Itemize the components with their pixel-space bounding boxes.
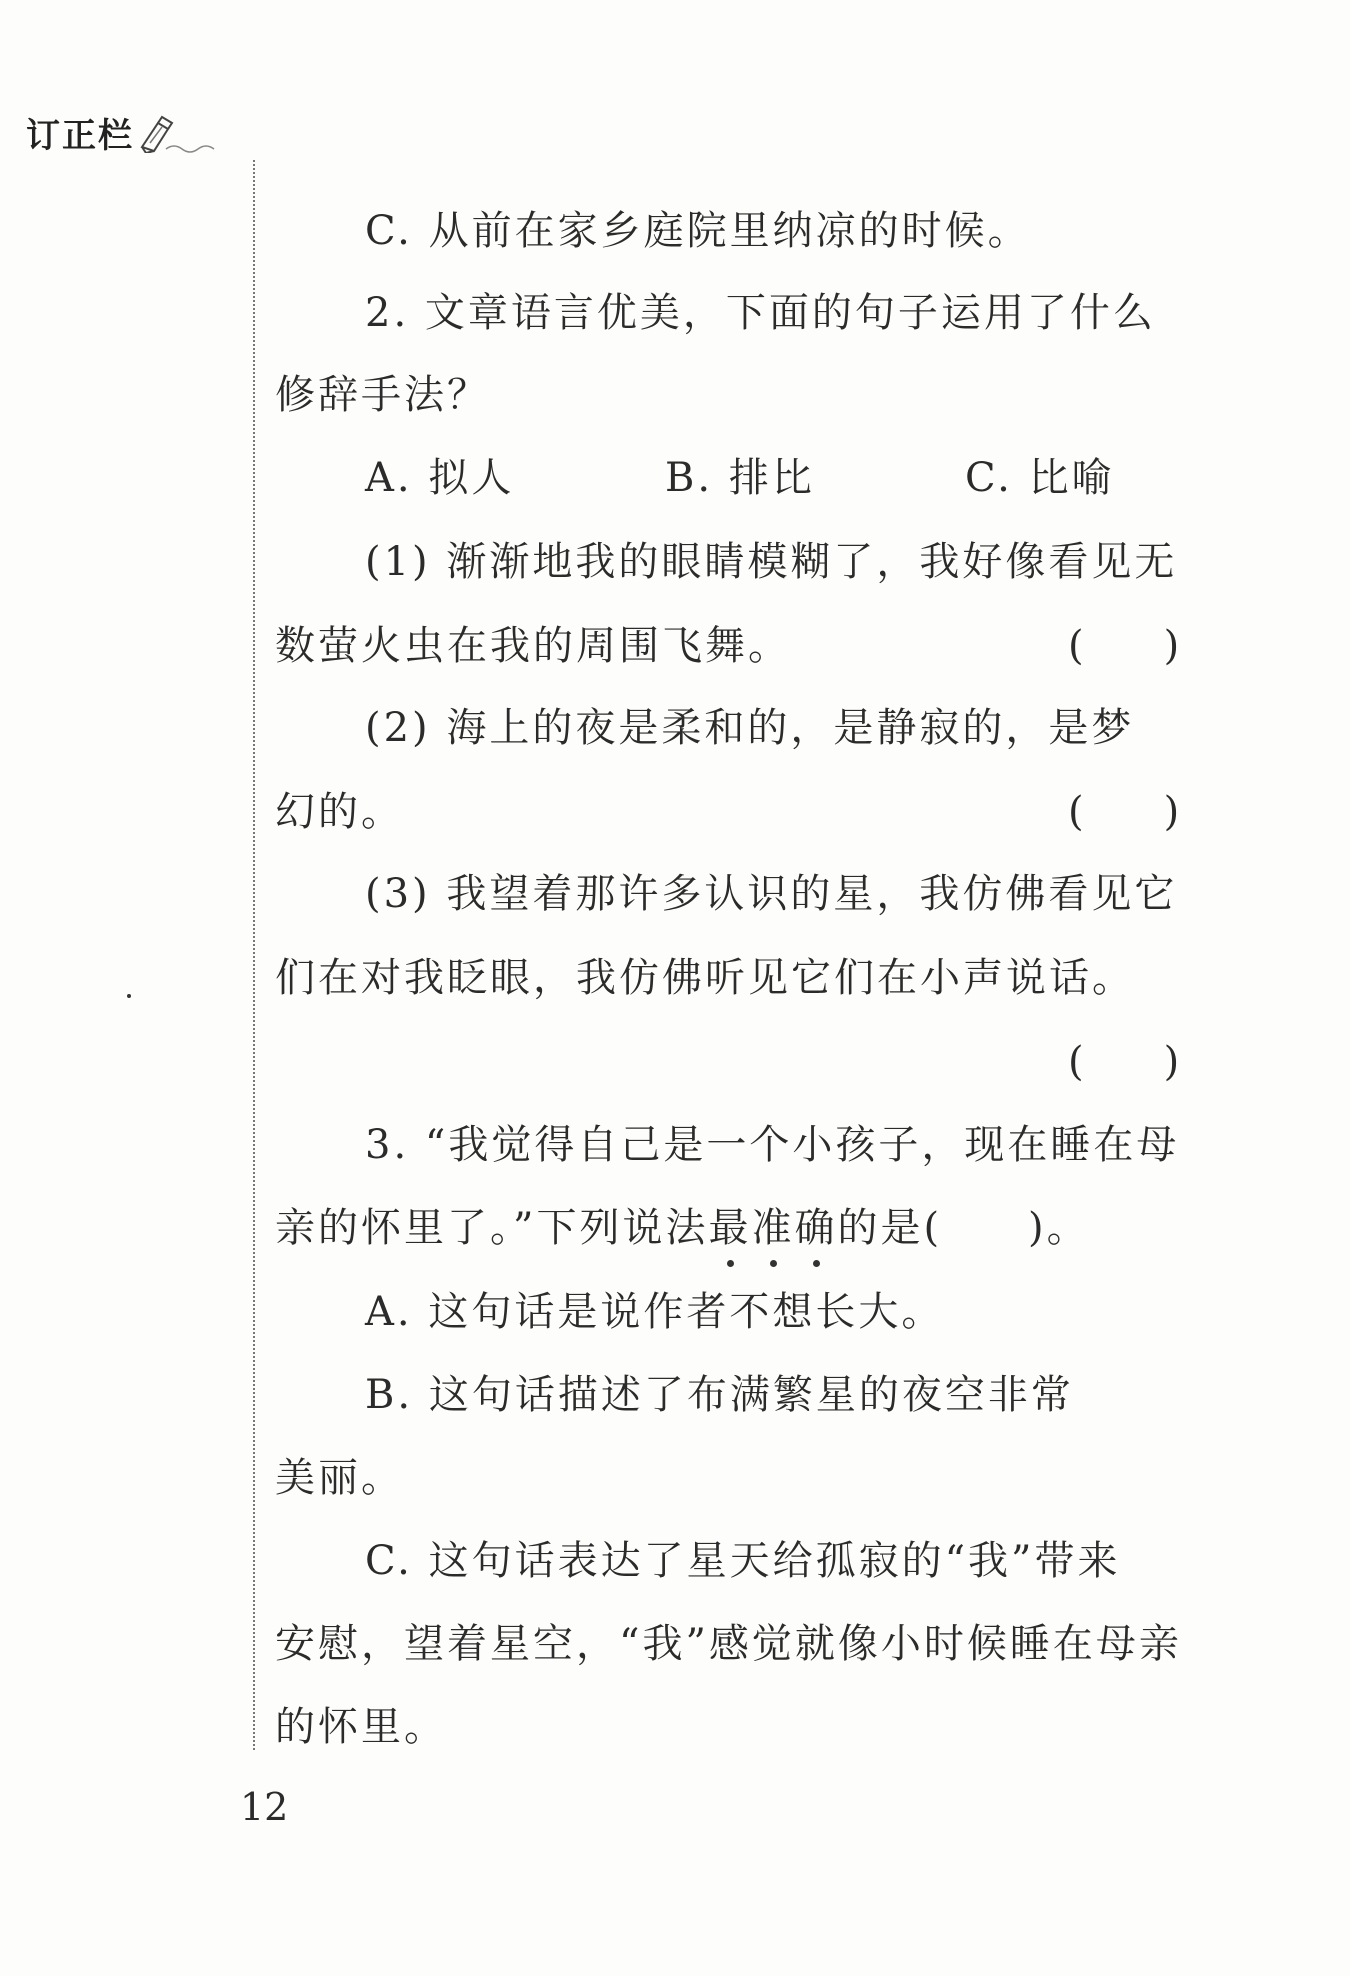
option-b-parallelism: B. 排比 — [665, 455, 815, 501]
sentence-2: (2) 海上的夜是柔和的，是静寂的，是梦 — [365, 705, 1135, 751]
option-c-metaphor: C. 比喻 — [965, 455, 1115, 501]
question-2-stem-cont: 修辞手法？ — [275, 372, 490, 418]
margin-dot — [127, 994, 131, 998]
question-3-option-b: B. 这句话描述了布满繁星的夜空非常 — [365, 1372, 1074, 1418]
answer-blank-2[interactable]: ( ) — [1068, 789, 1180, 835]
question-3-blank[interactable]: 的是( )。 — [837, 1205, 1090, 1251]
sentence-1: (1) 渐渐地我的眼睛模糊了，我好像看见无 — [365, 539, 1178, 585]
question-3-option-c-end: 的怀里。 — [275, 1704, 447, 1750]
correction-column-title: 订正栏 — [26, 116, 134, 156]
question-3-option-b-cont: 美丽。 — [275, 1455, 404, 1501]
margin-divider — [253, 160, 255, 1750]
page-number: 12 — [240, 1785, 289, 1829]
emphasis-char: 最 — [708, 1205, 752, 1251]
emphasis-char: 准 — [751, 1205, 795, 1251]
question-3-option-c-cont: 安慰，望着星空，“我”感觉就像小时候睡在母亲 — [275, 1621, 1182, 1667]
option-a-personification: A. 拟人 — [365, 455, 515, 501]
emphasis-char: 确 — [794, 1205, 838, 1251]
correction-column-header — [26, 108, 216, 157]
answer-blank-1[interactable]: ( ) — [1068, 623, 1180, 669]
question-3-text: 亲的怀里了。”下列说法 — [275, 1205, 709, 1251]
sentence-3-cont: 们在对我眨眼，我仿佛听见它们在小声说话。 — [275, 955, 1135, 1001]
answer-blank-3[interactable]: ( ) — [1068, 1039, 1180, 1085]
question-3-option-c: C. 这句话表达了星天给孤寂的“我”带来 — [365, 1538, 1121, 1584]
pencil-icon — [136, 113, 216, 157]
sentence-2-cont: 幻的。 — [275, 789, 404, 835]
sentence-3: (3) 我望着那许多认识的星，我仿佛看见它 — [365, 871, 1178, 917]
sentence-1-cont: 数萤火虫在我的周围飞舞。 — [275, 623, 791, 669]
question-3-option-a: A. 这句话是说作者不想长大。 — [365, 1289, 945, 1335]
option-c-previous: C. 从前在家乡庭院里纳凉的时候。 — [365, 208, 1031, 254]
question-3-stem-cont — [275, 1203, 1090, 1253]
question-3-stem: 3. “我觉得自己是一个小孩子，现在睡在母 — [365, 1122, 1180, 1168]
question-2-stem: 2. 文章语言优美，下面的句子运用了什么 — [365, 290, 1156, 336]
